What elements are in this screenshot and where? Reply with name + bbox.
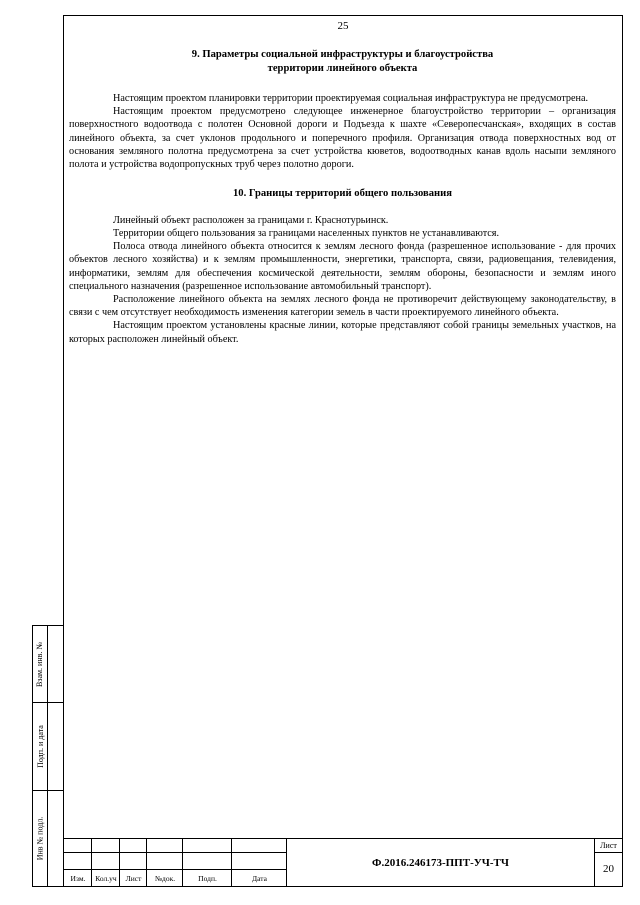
section-10-paragraph: Линейный объект расположен за границами г. Краснотурьинск. [113, 214, 389, 226]
document-body [69, 48, 616, 346]
stamp-label: Подп. и дата [35, 725, 45, 768]
header-change: Изм. [70, 874, 86, 883]
header-date: Дата [252, 874, 267, 883]
section-10-heading: 10. Границы территорий общего пользования [232, 188, 452, 200]
title-block [63, 838, 623, 887]
header-sheet: Лист [125, 874, 142, 883]
section-9-title-line2: территории линейного объекта [267, 62, 418, 74]
stamp-signature-date [32, 703, 64, 791]
header-signature: Подп. [198, 874, 217, 883]
page-number: 25 [337, 20, 349, 32]
stamp-replacement-inventory [32, 625, 64, 703]
document-code: Ф.2016.246173-ППТ-УЧ-ТЧ [287, 839, 595, 886]
section-9-paragraph: Настоящим проектом планировки территории проектируемая социальная инфраструктура не предусмотрена. [113, 93, 589, 104]
sheet-label: Лист [595, 839, 622, 853]
section-10-paragraph: Полоса отвода линейного объекта относится к землям лесного фонда (разрешенное использование - для прочих объектов лесного хозяйства) и к землям промышленности, энергетики, транспорта, связи, радиовещания, телевидения, информатики, землям для обеспечения космической деятельности, землям обороны, безопасности и землям иного специального назначения (разрешенное использование автомобильный транспорт). [69, 241, 616, 292]
header-doc-number: №док. [154, 874, 176, 883]
stamp-label: Инв № подл. [35, 816, 45, 861]
section-9-heading [69, 48, 616, 75]
section-10-paragraph: Настоящим проектом установлены красные линии, которые представляют собой границы земельных участков, на которых расположен линейный объект. [69, 320, 616, 345]
section-10-paragraph: Территории общего пользования за границами населенных пунктов не устанавливаются. [113, 227, 500, 239]
section-9-paragraph: Настоящим проектом предусмотрено следующее инженерное благоустройство территории – организация поверхностного водоотвода с полотен Основной дороги и Подъезда к шахте «Северопесчанская», входящих в состав линейного объекта, за счет уклонов продольного и поперечного профиля. Организация отвода поверхностных вод от основания земляного полотна предусмотрена за счет устройства кюветов, водоотводных канав вдоль насыпи земляного полота и устройства водопропускных труб через полотно дороги. [69, 106, 616, 171]
header-count: Кол.уч [95, 874, 117, 883]
section-9-title-line1: 9. Параметры социальной инфраструктуры и благоустройства [191, 49, 494, 60]
section-10-paragraph: Расположение линейного объекта на землях лесного фонда не противоречит действующему законодательству, в связи с чем отсутствует необходимость изменения категории земель в части проектируемого линейного объекта. [69, 293, 616, 319]
stamp-label: Взам. инв. № [35, 641, 45, 687]
sheet-number: 20 [603, 863, 614, 875]
stamp-original-inventory [32, 791, 64, 887]
page-frame [63, 15, 623, 887]
